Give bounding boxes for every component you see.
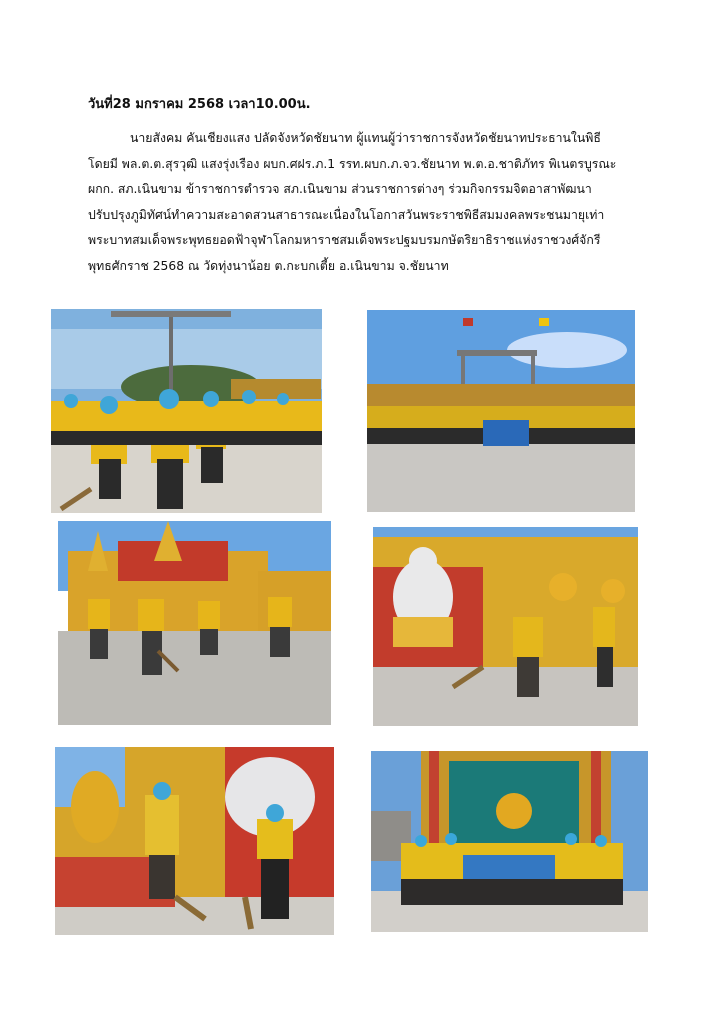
- paragraph-line: โดยมี พล.ต.ต.สุรวุฒิ แสงรุ่งเรือง ผบก.ศฝร.ภ.1 รรท.ผบก.ภ.จว.ชัยนาท พ.ต.อ.ชาติภัทร พิเนตรบูรณะ: [88, 156, 617, 171]
- photo-sweeping-near-white-buddha: [373, 527, 638, 726]
- photo-volunteers-saluting: [51, 309, 322, 513]
- paragraph-line: พระบาทสมเด็จพระพุทธยอดฟ้าจุฬาโลกมหาราชสมเด็จพระปฐมบรมกษัตริยาธิราชแห่งราชวงศ์จักรี: [88, 233, 601, 247]
- photo-sweeping-at-golden-shrine: [58, 521, 331, 725]
- document-paragraph: [88, 126, 648, 279]
- photo-sweeping-beside-statues: [55, 747, 334, 935]
- document-heading: วันที่28 มกราคม 2568 เวลา10.00น.: [88, 97, 311, 112]
- paragraph-line: ปรับปรุงภูมิทัศน์ทำความสะอาดสวนสาธารณะเนื่องในโอกาสวันพระราชพิธีสมมงคลพระชนมายุเท่า: [88, 207, 605, 222]
- photo-group-with-banner-at-temple: [371, 751, 648, 932]
- paragraph-line: นายสังคม คันเชียงแสง ปลัดจังหวัดชัยนาท ผู้แทนผู้ว่าราชการจังหวัดชัยนาทประธานในพิธี: [130, 131, 601, 145]
- paragraph-line: พุทธศักราช 2568 ณ วัดทุ่งนาน้อย ต.กะบกเตี้ย อ.เนินขาม จ.ชัยนาท: [88, 258, 449, 273]
- photo-group-in-front-of-stage: [367, 310, 635, 512]
- paragraph-line: ผกก. สภ.เนินขาม ข้าราชการตำรวจ สภ.เนินขาม ส่วนราชการต่างๆ ร่วมกิจกรรมจิตอาสาพัฒนา: [88, 182, 592, 196]
